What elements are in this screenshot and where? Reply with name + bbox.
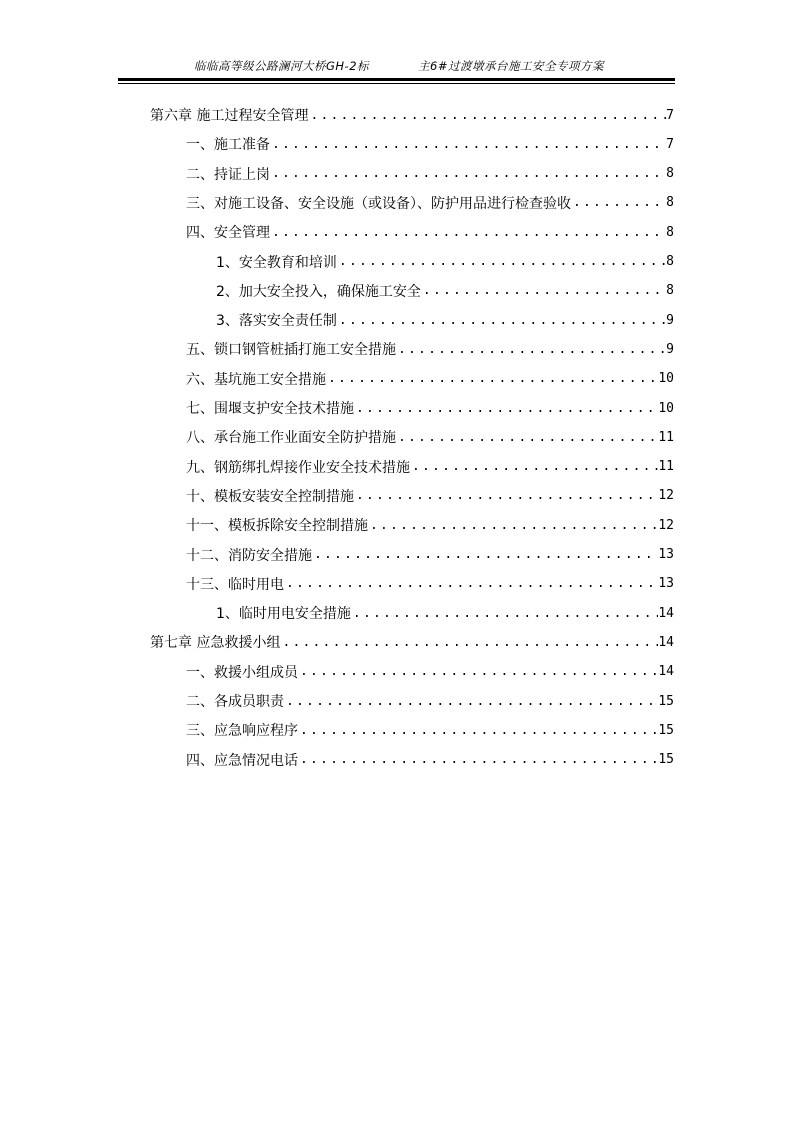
toc-entry-title: 第六章 施工过程安全管理 <box>150 108 309 124</box>
toc-entry-title: 四、应急情况电话 <box>186 752 298 769</box>
toc-entry-page-number: 14 <box>658 605 674 621</box>
toc-entry[interactable] <box>186 218 674 246</box>
toc-dot-leader <box>270 166 666 181</box>
toc-entry[interactable] <box>216 306 674 334</box>
toc-entry[interactable] <box>186 541 674 569</box>
toc-dot-leader <box>337 313 666 328</box>
page-header <box>118 58 675 78</box>
toc-entry-page-number: 13 <box>658 547 674 562</box>
toc-entry[interactable] <box>186 160 674 188</box>
toc-dot-leader <box>351 606 658 621</box>
toc-entry-page-number: 14 <box>658 664 674 680</box>
toc-entry-title: 十二、消防安全措施 <box>186 547 312 564</box>
toc-entry-page-number: 8 <box>666 224 674 240</box>
toc-entry-title: 五、锁口钢管桩插打施工安全措施 <box>186 342 396 359</box>
toc-entry-page-number: 7 <box>666 136 674 152</box>
toc-dot-leader <box>308 108 666 123</box>
toc-entry-page-number: 13 <box>658 576 674 592</box>
toc-entry-page-number: 9 <box>666 312 674 328</box>
toc-entry-title: 二、各成员职责 <box>186 694 284 710</box>
toc-entry[interactable] <box>216 277 674 305</box>
toc-entry-page-number: 12 <box>658 517 674 533</box>
toc-dot-leader <box>421 283 666 298</box>
toc-entry[interactable] <box>216 248 674 276</box>
toc-entry-page-number: 14 <box>658 634 674 650</box>
toc-entry[interactable] <box>186 570 674 598</box>
toc-entry-page-number: 8 <box>666 166 674 182</box>
toc-entry-title: 第七章 应急救援小组 <box>150 635 281 652</box>
toc-entry-page-number: 11 <box>658 429 674 445</box>
toc-dot-leader <box>354 401 658 416</box>
toc-entry[interactable] <box>186 130 674 158</box>
toc-entry-title: 3、落实安全责任制 <box>216 313 337 330</box>
toc-entry[interactable] <box>150 101 674 129</box>
toc-entry-page-number: 10 <box>658 400 674 416</box>
toc-entry[interactable] <box>186 746 674 774</box>
toc-entry-title: 四、安全管理 <box>186 225 270 242</box>
toc-entry-page-number: 12 <box>658 488 674 504</box>
toc-entry[interactable] <box>186 335 674 363</box>
toc-dot-leader <box>396 430 658 445</box>
header-rule-thick <box>118 78 675 81</box>
toc-entry[interactable] <box>150 628 674 656</box>
toc-dot-leader <box>354 488 658 503</box>
toc-entry-page-number: 8 <box>666 195 674 211</box>
toc-entry-page-number: 15 <box>658 693 674 709</box>
toc-dot-leader <box>284 694 658 709</box>
toc-dot-leader <box>326 371 658 386</box>
toc-entry-title: 十一、模板拆除安全控制措施 <box>186 518 368 535</box>
toc-entry[interactable] <box>186 511 674 539</box>
toc-dot-leader <box>396 342 666 357</box>
toc-dot-leader <box>337 254 666 269</box>
toc-entry-page-number: 8 <box>666 254 674 269</box>
toc-entry-title: 三、应急响应程序 <box>186 723 298 740</box>
toc-entry-title: 1、临时用电安全措施 <box>216 606 351 623</box>
toc-dot-leader <box>270 225 666 240</box>
toc-entry-page-number: 9 <box>666 341 674 357</box>
toc-entry-title: 三、对施工设备、安全设施（或设备）、防护用品进行检查验收 <box>186 195 571 212</box>
toc-dot-leader <box>280 635 658 650</box>
toc-dot-leader <box>284 576 658 591</box>
toc-dot-leader <box>298 752 658 767</box>
toc-entry[interactable] <box>186 687 674 715</box>
toc-entry-title: 一、施工准备 <box>186 137 270 154</box>
header-rule-thin <box>118 83 675 84</box>
toc-entry-title: 七、围堰支护安全技术措施 <box>186 401 354 417</box>
toc-dot-leader <box>368 518 658 533</box>
toc-entry[interactable] <box>186 658 674 686</box>
toc-entry[interactable] <box>186 423 674 451</box>
toc-entry[interactable] <box>186 482 674 510</box>
toc-entry-title: 六、基坑施工安全措施 <box>186 371 326 388</box>
toc-dot-leader <box>312 547 658 562</box>
toc-entry-title: 1、安全教育和培训 <box>216 254 337 271</box>
toc-dot-leader <box>410 459 658 474</box>
header-project-name: 临临高等级公路澜河大桥GH-2标 <box>194 59 370 73</box>
toc-entry-title: 九、钢筋绑扎焊接作业安全技术措施 <box>186 459 410 476</box>
toc-entry-page-number: 8 <box>666 283 674 299</box>
toc-dot-leader <box>270 137 666 152</box>
toc-entry-page-number: 7 <box>666 107 674 123</box>
toc-entry-page-number: 11 <box>658 459 674 475</box>
toc-entry-page-number: 15 <box>658 752 674 768</box>
toc-entry-title: 2、加大安全投入，确保施工安全 <box>216 283 421 300</box>
toc-dot-leader <box>571 195 666 210</box>
header-document-title: 主6#过渡墩承台施工安全专项方案 <box>418 59 604 73</box>
toc-entry[interactable] <box>186 716 674 744</box>
toc-dot-leader <box>298 723 658 738</box>
toc-entry-page-number: 15 <box>658 722 674 738</box>
toc-entry[interactable] <box>186 453 674 481</box>
toc-entry-title: 十三、临时用电 <box>186 576 284 593</box>
toc-entry[interactable] <box>186 365 674 393</box>
toc-dot-leader <box>298 664 658 679</box>
toc-entry-title: 八、承台施工作业面安全防护措施 <box>186 430 396 447</box>
toc-entry[interactable] <box>186 189 674 217</box>
toc-entry-title: 一、救援小组成员 <box>186 664 298 681</box>
toc-entry[interactable] <box>216 599 674 627</box>
toc-entry-title: 二、持证上岗 <box>186 166 270 183</box>
toc-entry-title: 十、模板安装安全控制措施 <box>186 488 354 505</box>
toc-entry-page-number: 10 <box>658 371 674 387</box>
toc-entry[interactable] <box>186 394 674 422</box>
